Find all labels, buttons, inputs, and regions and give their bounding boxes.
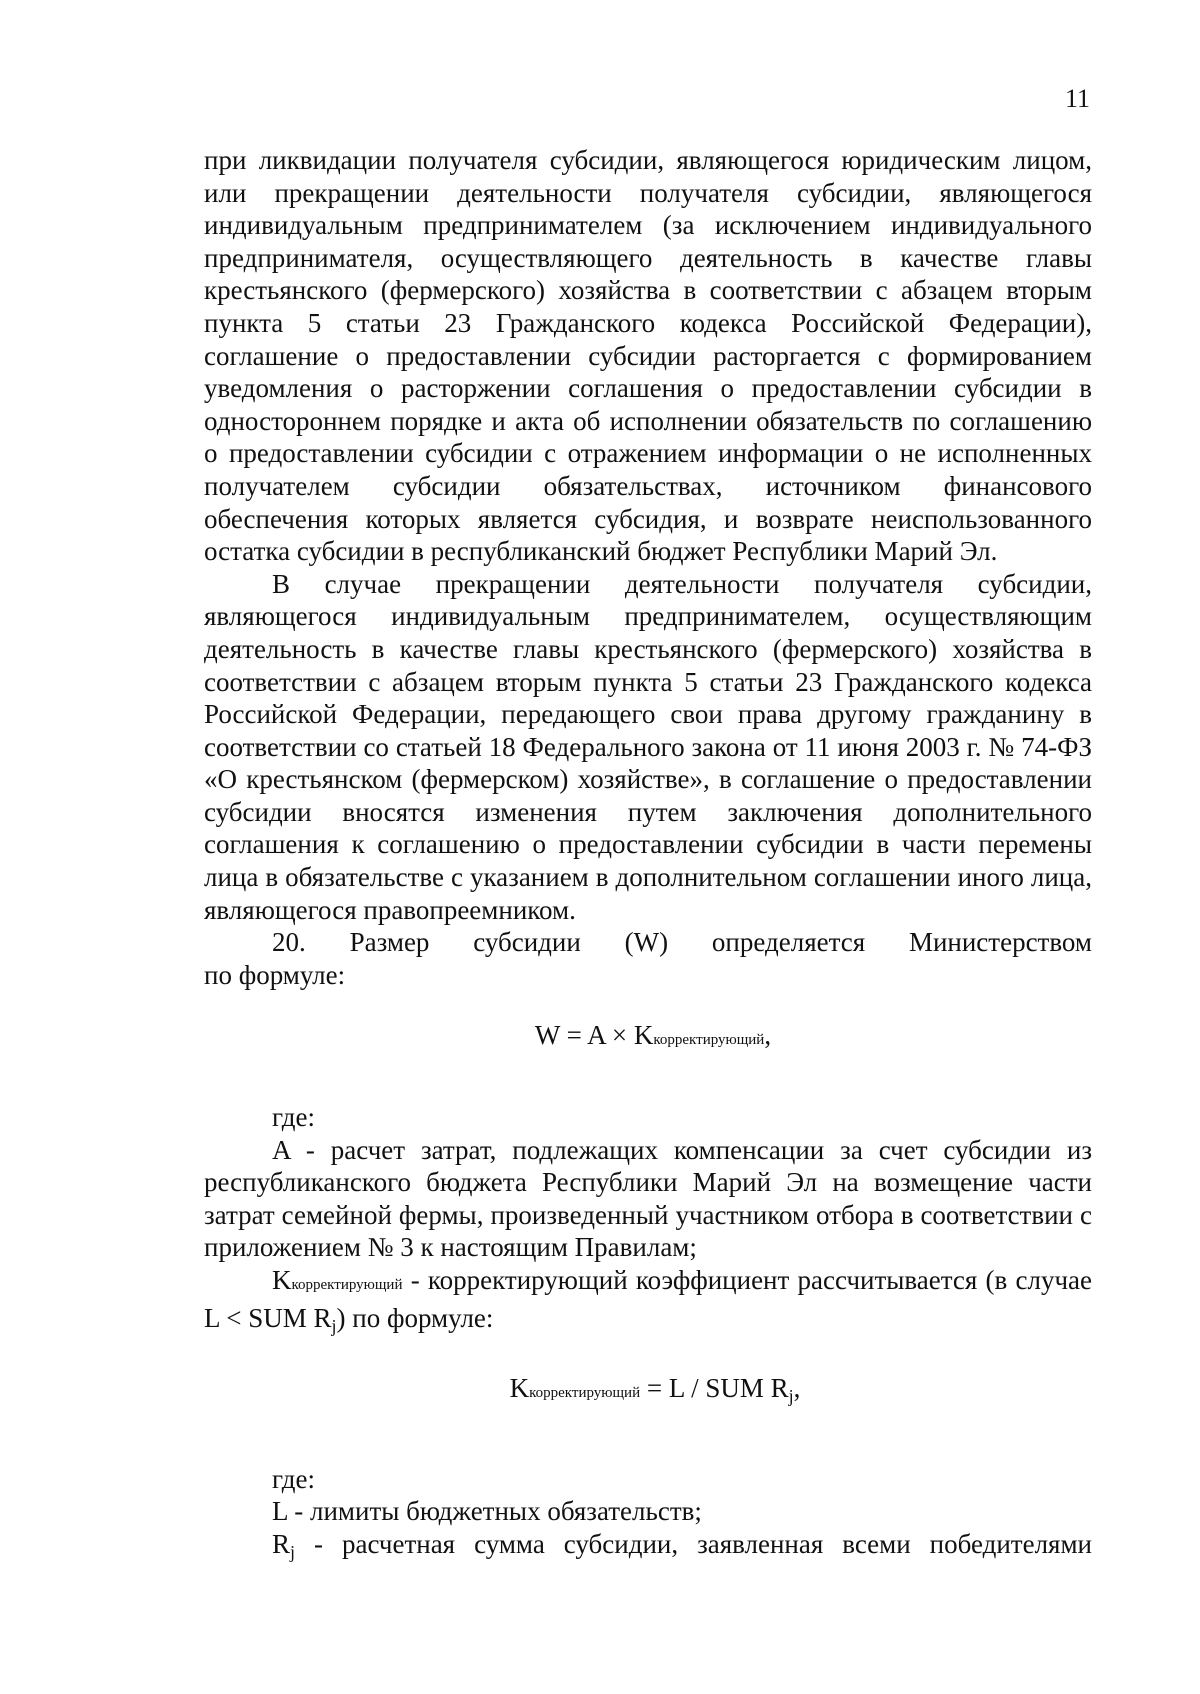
definition-k-j: j — [331, 1315, 337, 1336]
definition-a: A - расчет затрат, подлежащих компенсации за счет субсидии из республиканского бюджета Республики Марий Эл на возмещение части затрат семейной фермы, произведенный участником отбора в соответствии с приложением № 3 к настоящим Правилам; — [204, 1134, 1092, 1263]
definition-k-subscript: корректирующий — [291, 1277, 403, 1293]
formula-coefficient — [204, 1372, 1092, 1413]
definition-r-symbol: R — [272, 1528, 291, 1559]
formula-subsidy-tail: , — [764, 1020, 772, 1051]
definition-k-symbol: K — [272, 1265, 292, 1295]
formula-subsidy — [204, 1019, 1092, 1057]
formula-coefficient-j: j — [788, 1386, 794, 1407]
page-number: 11 — [1064, 84, 1090, 113]
where-label-1: где: — [272, 1102, 315, 1133]
formula-coefficient-tail: , — [793, 1373, 801, 1404]
formula-coefficient-symbol: K — [509, 1373, 530, 1404]
formula-coefficient-subscript: корректирующий — [529, 1385, 641, 1402]
paragraph-subsidy-size-line1: 20. Размер субсидии (W) определяется Министерством — [272, 927, 1092, 958]
definition-k-text: - корректирующий коэффициент рассчитывается (в случае L < SUM R — [204, 1265, 1092, 1333]
paragraph-subsidy-size-line2: по формуле: — [204, 959, 346, 990]
definition-r — [204, 1528, 1092, 1569]
definition-l: L - лимиты бюджетных обязательств; — [272, 1496, 702, 1527]
formula-coefficient-rest: = L / SUM R — [640, 1373, 789, 1404]
definition-k-tail: ) по формуле: — [336, 1302, 494, 1333]
formula-subsidy-main: W = A × K — [534, 1020, 654, 1051]
paragraph-subsidy-size — [204, 926, 1092, 991]
formula-subsidy-subscript: корректирующий — [653, 1032, 765, 1049]
definition-r-j: j — [290, 1541, 296, 1562]
paragraph-liquidation: при ликвидации получателя субсидии, являющегося юридическим лицом, или прекращении деятельности получателя субсидии, являющегося индивидуальным предпринимателем (за исключением индивидуального предпринимателя, осуществляющего деятельность в качестве главы крестьянского (фермерского) хозяйства в соответствии с абзацем вторым пункта 5 статьи 23 Гражданского кодекса Российской Федерации), соглашение о предоставлении субсидии расторгается с формированием уведомления о расторжении соглашения о предоставлении субсидии в одностороннем порядке и акта об исполнении обязательств по соглашению о предоставлении субсидии с отражением информации о не исполненных получателем субсидии обязательствах, источником финансового обеспечения которых является субсидия, и возврате неиспользованного остатка субсидии в республиканский бюджет Республики Марий Эл. — [204, 145, 1092, 567]
paragraph-cessation: В случае прекращении деятельности получателя субсидии, являющегося индивидуальным предпринимателем, осуществляющим деятельность в качестве главы крестьянского (фермерского) хозяйства в соответствии с абзацем вторым пункта 5 статьи 23 Гражданского кодекса Российской Федерации, передающего свои права другому гражданину в соответствии со статьей 18 Федерального закона от 11 июня 2003 г. № 74-ФЗ «О крестьянском (фермерском) хозяйстве», в соглашение о предоставлении субсидии вносятся изменения путем заключения дополнительного соглашения к соглашению о предоставлении субсидии в части перемены лица в обязательстве с указанием в дополнительном соглашении иного лица, являющегося правопреемником. — [204, 568, 1092, 925]
document-body — [204, 144, 1092, 1569]
definition-k — [204, 1264, 1092, 1342]
definition-r-text: - расчетная сумма субсидии, заявленная всеми победителями — [295, 1528, 1092, 1559]
where-label-2: где: — [272, 1463, 315, 1494]
